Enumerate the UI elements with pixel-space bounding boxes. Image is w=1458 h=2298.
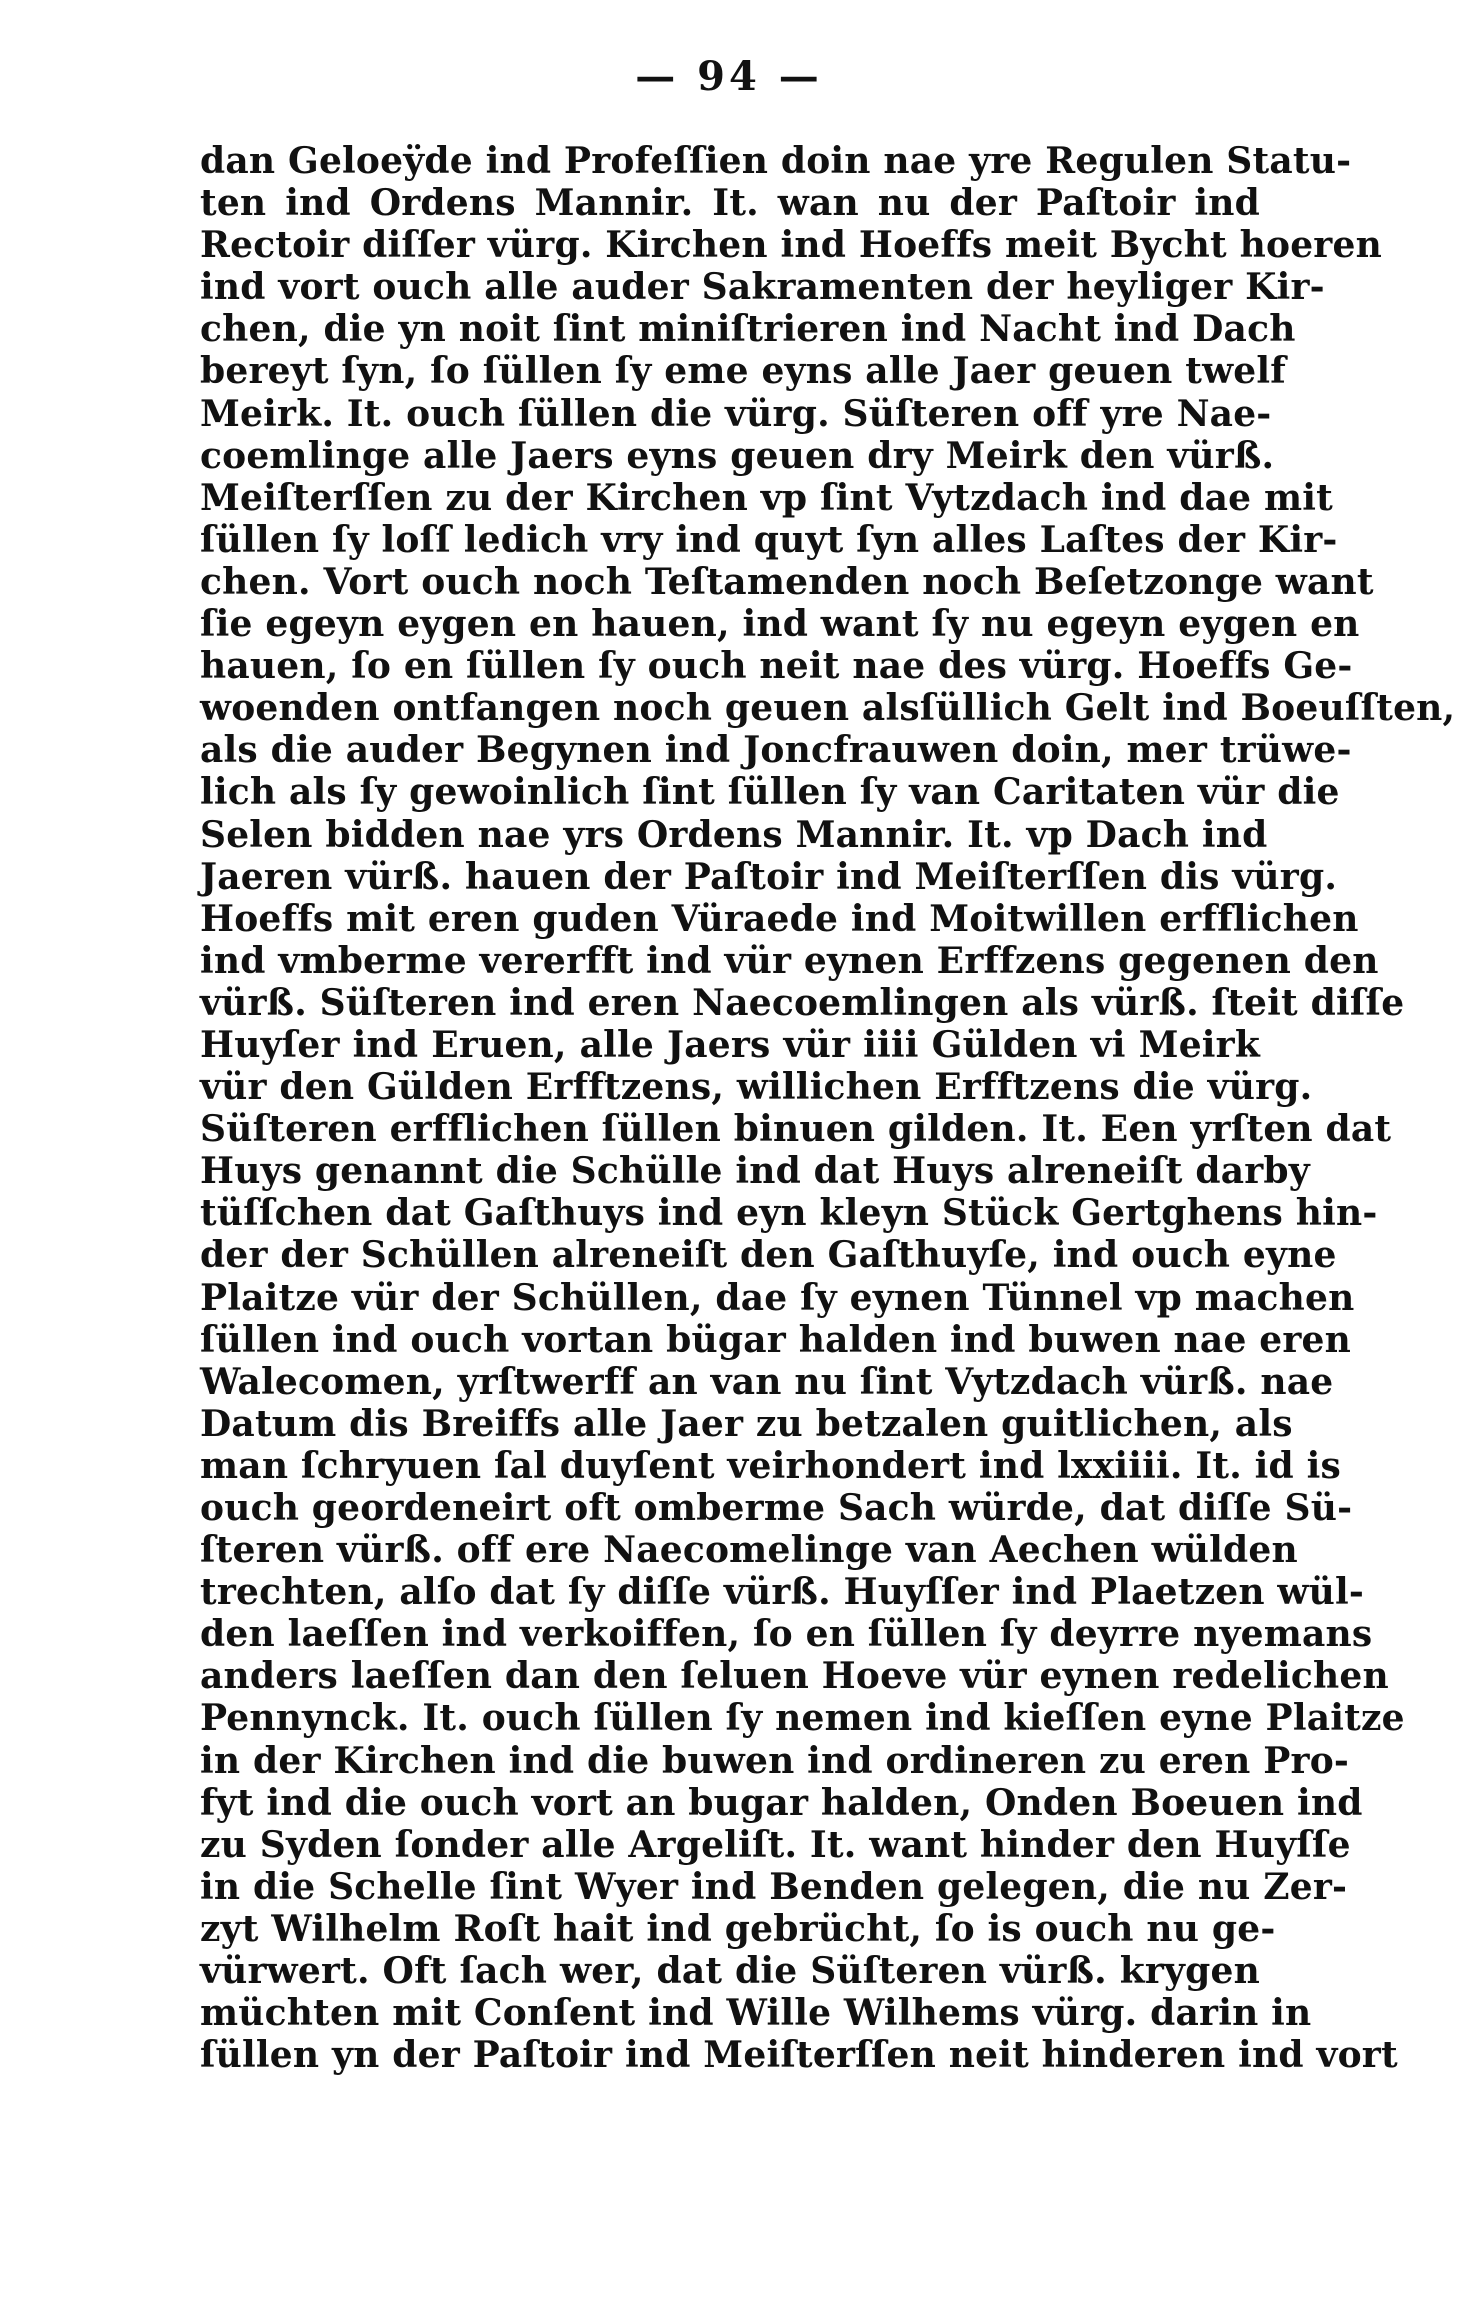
text-line: trechten, alſo dat ſy diſſe vürß. Huyſſer ind Plaetzen wül- (200, 1571, 1365, 1614)
text-line: chen. Vort ouch noch Teſtamenden noch Beſetzonge want (200, 560, 1374, 603)
text-line: müchten mit Conſent ind Wille Wilhems vürg. darin in (200, 1992, 1312, 2035)
text-line: fyt ind die ouch vort an bugar halden, Onden Boeuen ind (200, 1781, 1363, 1824)
text-line: vürwert. Oft ſach wer, dat die Süſteren vürß. krygen (200, 1950, 1260, 1993)
text-line: Datum dis Breiffs alle Jaer zu betzalen guitlichen, als (200, 1402, 1293, 1445)
text-line: dan Geloeÿde ind Profeſſien doin nae yre Regulen Statu- (200, 140, 1352, 182)
text-line: chen, die yn noit ſint miniſtrieren ind Nacht ind Dach (200, 308, 1296, 351)
text-line: coemlinge alle Jaers eyns geuen dry Meirk den vürß. (200, 434, 1275, 477)
text-line: man ſchryuen ſal duyſent veirhondert ind lxxiiii. It. id is (200, 1444, 1342, 1487)
text-line: Pennynck. It. ouch ſüllen ſy nemen ind kieſſen eyne Plaitze (200, 1697, 1405, 1740)
page-number: — 94 — (635, 53, 823, 100)
text-line: Huyſer ind Eruen, alle Jaers vür iiii Gülden vi Meirk (200, 1023, 1260, 1066)
text-line: ouch geordeneirt oft omberme Sach würde, dat diſſe Sü- (200, 1487, 1353, 1529)
text-line: tüſſchen dat Gaſthuys ind eyn kleyn Stück Gertghens hin- (200, 1192, 1378, 1235)
text-line: Meirk. It. ouch ſüllen die vürg. Süſteren off yre Nae- (200, 392, 1272, 435)
text-line: Meiſterſſen zu der Kirchen vp ſint Vytzdach ind dae mit (200, 476, 1333, 519)
text-line: zyt Wilhelm Roſt hait ind gebrücht, ſo is ouch nu ge- (200, 1907, 1276, 1950)
text-line: vür den Gülden Erfftzens, willichen Erfftzens die vürg. (200, 1066, 1313, 1109)
body-text (200, 140, 1456, 2077)
text-line: anders laeſſen dan den ſeluen Hoeve vür eynen redelichen (200, 1655, 1389, 1698)
text-line: ind vmberme vererfft ind vür eynen Erffzens gegenen den (200, 939, 1379, 982)
text-line: Süſteren erfflichen ſüllen binuen gilden. It. Een yrſten dat (200, 1108, 1392, 1151)
text-line: ſüllen ſy loſſ ledich vry ind quyt ſyn alles Laſtes der Kir- (200, 518, 1338, 561)
text-line: ſteren vürß. off ere Naecomelinge van Aechen wülden (200, 1529, 1298, 1572)
text-line: ſie egeyn eygen en hauen, ind want ſy nu egeyn eygen en (200, 603, 1360, 646)
text-line: woenden ontfangen noch geuen alsſüllich Gelt ind Boeuſſten, (200, 687, 1456, 730)
text-line: in der Kirchen ind die buwen ind ordineren zu eren Pro- (200, 1739, 1350, 1782)
text-line: zu Syden ſonder alle Argeliſt. It. want hinder den Huyſſe (200, 1823, 1351, 1866)
text-line: in die Schelle ſint Wyer ind Benden gelegen, die nu Zer- (200, 1865, 1348, 1908)
text-line: vürß. Süſteren ind eren Naecoemlingen als vürß. ſteit diſſe (200, 981, 1405, 1024)
text-line: ind vort ouch alle auder Sakramenten der heyliger Kir- (200, 266, 1325, 309)
text-line: den laeſſen ind verkoiffen, ſo en ſüllen ſy deyrre nyemans (200, 1613, 1373, 1656)
text-line: ten ind Ordens Mannir. It. wan nu der Paſtoir ind (200, 182, 1260, 225)
text-line: Walecomen, yrſtwerff an van nu ſint Vytzdach vürß. nae (200, 1360, 1334, 1403)
text-line: der der Schüllen alreneiſt den Gaſthuyſe, ind ouch eyne (200, 1234, 1337, 1277)
text-line: lich als ſy gewoinlich ſint ſüllen ſy van Caritaten vür die (200, 771, 1340, 814)
text-line: ſüllen yn der Paſtoir ind Meiſterſſen neit hinderen ind vort (200, 2034, 1398, 2077)
text-line: Huys genannt die Schülle ind dat Huys alreneiſt darby (200, 1150, 1310, 1193)
text-line: Jaeren vürß. hauen der Paſtoir ind Meiſterſſen dis vürg. (200, 855, 1338, 898)
text-line: ſüllen ind ouch vortan bügar halden ind buwen nae eren (200, 1318, 1352, 1361)
text-line: Hoeffs mit eren guden Vüraede ind Moitwillen erfflichen (200, 897, 1359, 940)
text-line: bereyt ſyn, ſo ſüllen ſy eme eyns alle Jaer geuen twelf (200, 350, 1286, 393)
text-line: Rectoir diſſer vürg. Kirchen ind Hoeffs meit Bycht hoeren (200, 224, 1382, 267)
text-line: hauen, ſo en ſüllen ſy ouch neit nae des vürg. Hoeffs Ge- (200, 645, 1353, 688)
text-line: als die auder Begynen ind Joncfrauwen doin, mer trüwe- (200, 729, 1352, 772)
text-line: Selen bidden nae yrs Ordens Mannir. It. vp Dach ind (200, 813, 1268, 856)
text-line: Plaitze vür der Schüllen, dae ſy eynen Tünnel vp machen (200, 1276, 1355, 1319)
